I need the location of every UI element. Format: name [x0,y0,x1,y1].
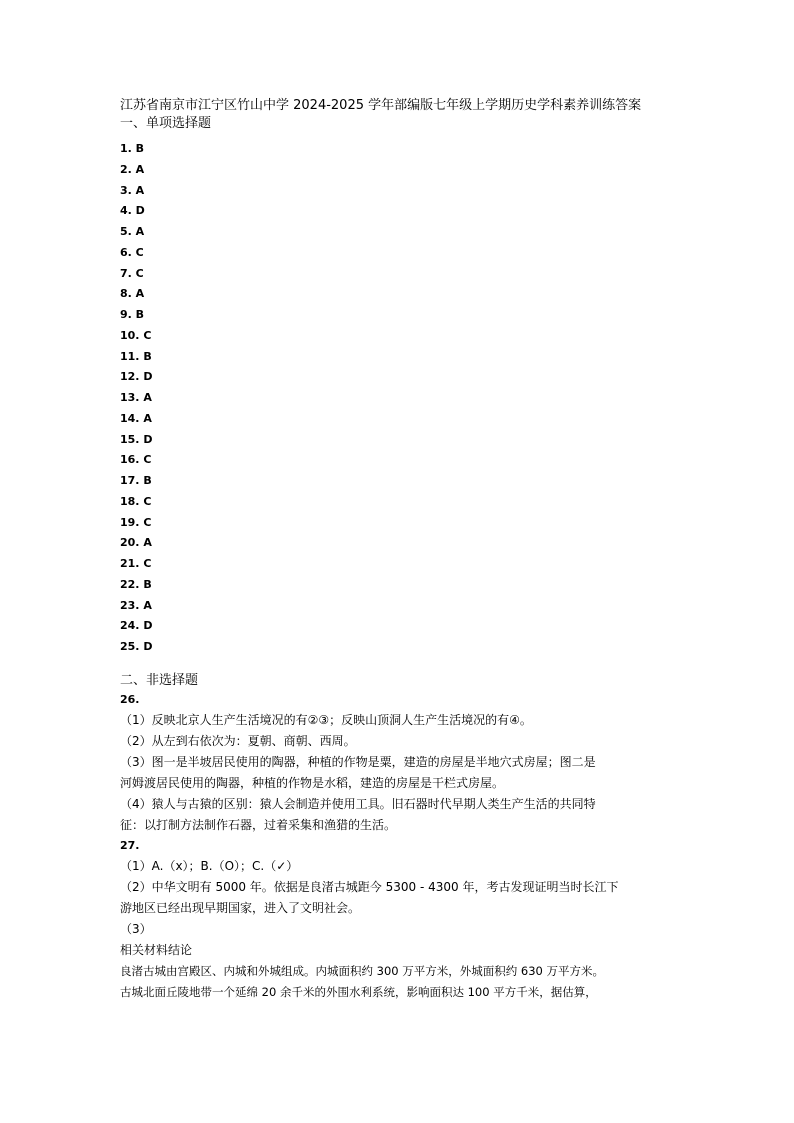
answer-item: 21. C [120,557,152,570]
q27-table-header: 相关材料结论 [120,942,193,957]
answer-item: 12. D [120,370,153,384]
answer-item: 19. C [120,515,152,529]
q27-answer-2a: （2）中华文明有 5000 年。依据是良渚古城距今 5300 - 4300 年，考古发现证明当时长江下 [120,879,619,894]
section-gap [120,658,680,672]
answer-item: 7. C [120,266,144,280]
q26-answer-3a: （3）图一是半坡居民使用的陶器，种植的作物是粟，建造的房屋是半地穴式房屋；图二是 [120,754,596,769]
section-1-heading: 一、单项选择题 [120,116,212,131]
answer-item: 10. C [120,328,152,342]
answer-item: 3. A [120,183,145,197]
answer-item: 16. C [120,453,152,467]
q27-material-line-1: 良渚古城由宫殿区、内城和外城组成。内城面积约 300 万平方米，外城面积约 630 万平方米。 [120,963,605,978]
question-27-number: 27. [120,838,140,852]
answer-item: 2. A [120,162,145,176]
answer-item: 5. A [120,225,145,238]
answer-item: 23. A [120,598,152,612]
answer-item: 6. C [120,245,144,259]
answer-item: 20. A [120,536,152,550]
q27-material-line-2: 古城北面丘陵地带一个延绵 20 余千米的外围水利系统，影响面积达 100 平方千米，据估算， [120,984,597,999]
answer-item: 11. B [120,349,152,363]
q26-answer-2: （2）从左到右依次为：夏朝、商朝、西周。 [120,733,356,748]
question-26-number: 26. [120,692,140,706]
answer-item: 25. D [120,640,153,653]
answer-item: 9. B [120,308,145,321]
answer-item: 13. A [120,391,152,404]
answer-item: 1. B [120,142,145,155]
document-title: 江苏省南京市江宁区竹山中学 2024-2025 学年部编版七年级上学期历史学科素养训练答案 [120,98,642,113]
q27-answer-1: （1）A.（x）；B.（O）；C.（✓） [120,858,299,873]
answer-item: 17. B [120,474,152,487]
q26-answer-4b: 征：以打制方法制作石器，过着采集和渔猎的生活。 [120,817,397,832]
q27-answer-2b: 游地区已经出现早期国家，进入了文明社会。 [120,900,361,915]
answer-item: 18. C [120,494,152,508]
answer-item: 15. D [120,432,153,446]
answer-item: 14. A [120,411,152,425]
q26-answer-4a: （4）猿人与古猿的区别：猿人会制造并使用工具。旧石器时代早期人类生产生活的共同特 [120,796,596,811]
q27-answer-3: （3） [120,921,152,936]
answer-item: 4. D [120,204,145,218]
answer-item: 22. B [120,577,152,591]
q26-answer-1: （1）反映北京人生产生活境况的有②③；反映山顶洞人生产生活境况的有④。 [120,712,532,727]
q26-answer-3b: 河姆渡居民使用的陶器，种植的作物是水稻，建造的房屋是干栏式房屋。 [120,775,505,790]
answer-item: 8. A [120,287,145,301]
document-page [120,97,680,1003]
answer-item: 24. D [120,619,153,633]
answer-list [120,139,680,658]
section-2-heading: 二、非选择题 [120,672,199,688]
